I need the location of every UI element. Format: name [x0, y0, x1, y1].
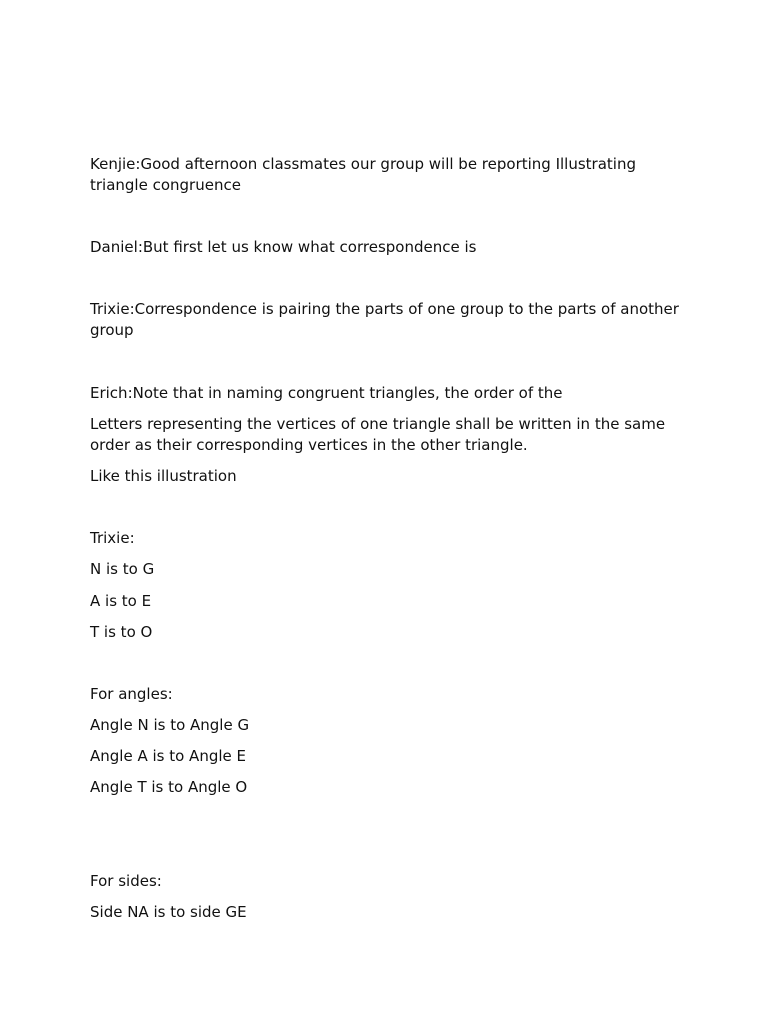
- paragraph-daniel: Daniel:But first let us know what correspondence is: [90, 238, 477, 256]
- angle-a-e: Angle A is to Angle E: [90, 747, 246, 765]
- angle-t-o: Angle T is to Angle O: [90, 778, 248, 796]
- angle-n-g: Angle N is to Angle G: [90, 716, 250, 734]
- correspondence-a-e: A is to E: [90, 592, 152, 610]
- paragraph-letters-order: Letters representing the vertices of one triangle shall be written in the same order as their corresponding vertices in the other triangle.: [90, 415, 666, 454]
- correspondence-n-g: N is to G: [90, 560, 155, 578]
- paragraph-trixie-label: Trixie:: [90, 529, 135, 547]
- side-na-ge: Side NA is to side GE: [90, 903, 247, 921]
- correspondence-t-o: T is to O: [90, 623, 153, 641]
- paragraph-illustration: Like this illustration: [90, 467, 237, 485]
- heading-sides: For sides:: [90, 872, 162, 890]
- paragraph-trixie-correspondence: Trixie:Correspondence is pairing the parts of one group to the parts of another group: [90, 300, 679, 339]
- paragraph-kenjie: Kenjie:Good afternoon classmates our group will be reporting Illustrating triangle congruence: [90, 155, 636, 194]
- heading-angles: For angles:: [90, 685, 173, 703]
- paragraph-erich: Erich:Note that in naming congruent triangles, the order of the: [90, 384, 563, 402]
